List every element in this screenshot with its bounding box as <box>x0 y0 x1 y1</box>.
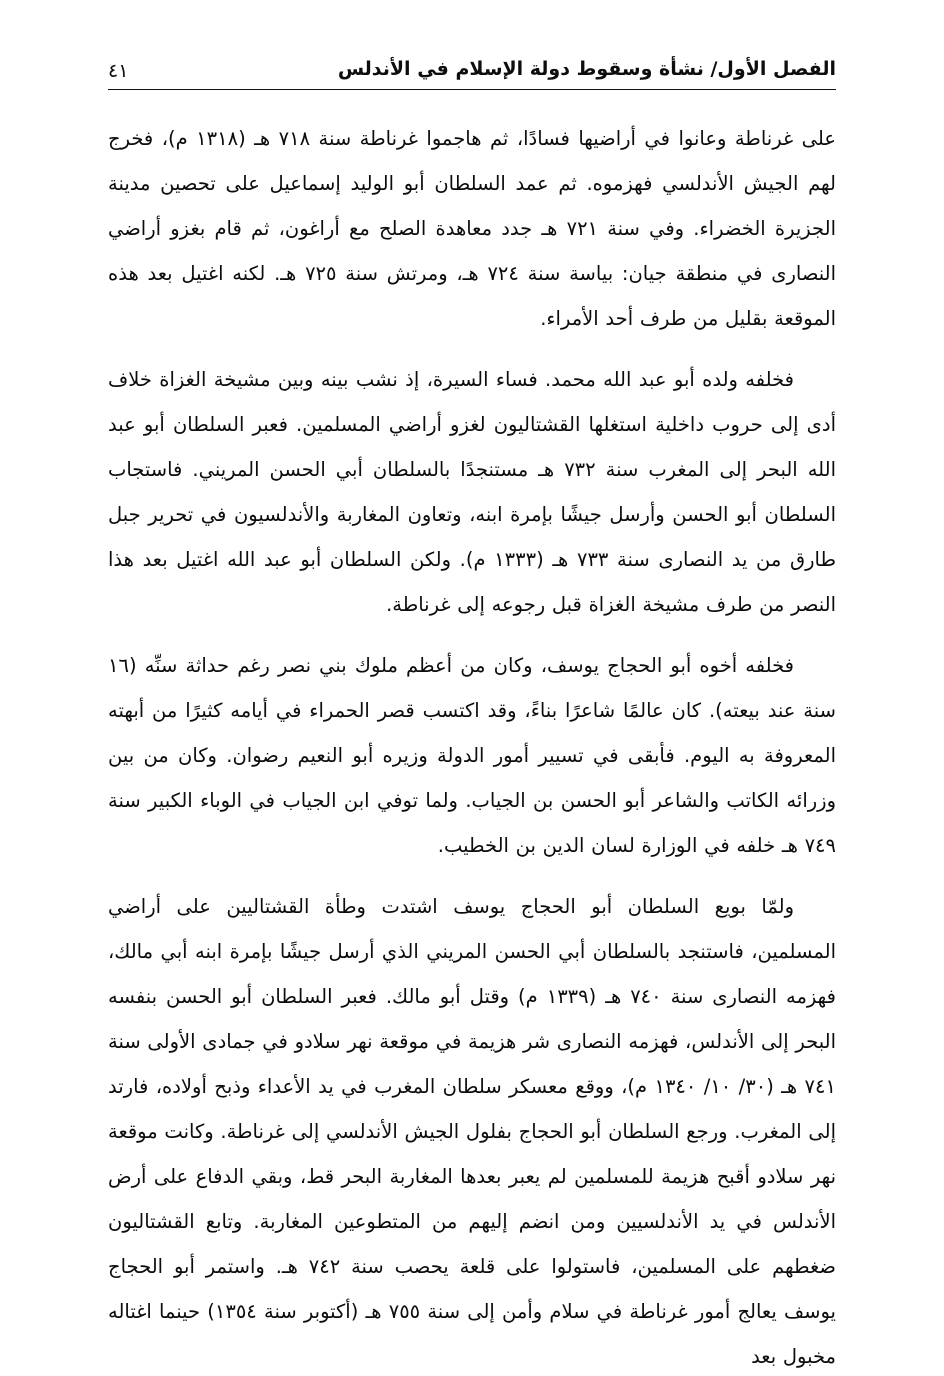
page-content-area <box>108 56 836 1368</box>
paragraph: فخلفه أخوه أبو الحجاج يوسف، وكان من أعظم ملوك بني نصر رغم حداثة سنِّه (١٦ سنة عند بيعته). كان عالمًا شاعرًا بناءً، وقد اكتسب قصر الحمراء في أيامه كثيرًا من أبهته المعروفة به اليوم. فأبقى في تسيير أمور الدولة وزيره أبو النعيم رضوان. وكان من بين وزرائه الكاتب والشاعر أبو الحسن بن الجياب. ولما توفي ابن الجياب في الوباء الكبير سنة ٧٤٩ هـ خلفه في الوزارة لسان الدين بن الخطيب. <box>108 653 836 857</box>
page-number: ٤١ <box>108 59 129 82</box>
running-header <box>108 56 836 90</box>
chapter-title: الفصل الأول/ نشأة وسقوط دولة الإسلام في الأندلس <box>337 58 836 80</box>
paragraph: ولمّا بويع السلطان أبو الحجاج يوسف اشتدت وطأة القشتاليين على أراضي المسلمين، فاستنجد بالسلطان أبي الحسن المريني الذي أرسل جيشًا بإمرة ابنه أبي مالك، فهزمه النصارى سنة ٧٤٠ هـ (١٣٣٩ م) وقتل أبو مالك. فعبر السلطان أبو الحسن بنفسه البحر إلى الأندلس، فهزمه النصارى شر هزيمة في موقعة نهر سلادو في جمادى الأولى سنة ٧٤١ هـ (٣٠/ ١٠/ ١٣٤٠ م)، ووقع معسكر سلطان المغرب في يد الأعداء وذبح أولاده، فارتد إلى المغرب. ورجع السلطان أبو الحجاج بفلول الجيش الأندلسي إلى غرناطة. وكانت موقعة نهر سلادو أقبح هزيمة للمسلمين لم يعبر بعدها المغاربة البحر قط، وبقي الدفاع على أرض الأندلس في يد الأندلسيين ومن انضم إليهم من المتطوعين المغاربة. وتابع القشتاليون ضغطهم على المسلمين، فاستولوا على قلعة يحصب سنة ٧٤٢ هـ. واستمر أبو الحجاج يوسف يعالج أمور غرناطة في سلام وأمن إلى سنة ٧٥٥ هـ (أكتوبر سنة ١٣٥٤) حينما اغتاله مخبول بعد <box>108 894 836 1368</box>
paragraph: فخلفه ولده أبو عبد الله محمد. فساء السيرة، إذ نشب بينه وبين مشيخة الغزاة خلاف أدى إلى حروب داخلية استغلها القشتاليون لغزو أراضي المسلمين. فعبر السلطان أبو عبد الله البحر إلى المغرب سنة ٧٣٢ هـ مستنجدًا بالسلطان أبي الحسن المريني. فاستجاب السلطان أبو الحسن وأرسل جيشًا بإمرة ابنه، وتعاون المغاربة والأندلسيون في تحرير جبل طارق من يد النصارى سنة ٧٣٣ هـ (١٣٣٣ م). ولكن السلطان أبو عبد الله اغتيل بعد هذا النصر من طرف مشيخة الغزاة قبل رجوعه إلى غرناطة. <box>108 367 836 616</box>
body-text <box>108 116 836 1376</box>
paragraph: على غرناطة وعانوا في أراضيها فسادًا، ثم هاجموا غرناطة سنة ٧١٨ هـ (١٣١٨ م)، فخرج لهم الجيش الأندلسي فهزموه. ثم عمد السلطان أبو الوليد إسماعيل على تحصين مدينة الجزيرة الخضراء. وفي سنة ٧٢١ هـ جدد معاهدة الصلح مع أراغون، ثم قام بغزو أراضي النصارى في منطقة جيان: بياسة سنة ٧٢٤ هـ، ومرتش سنة ٧٢٥ هـ. لكنه اغتيل بعد هذه الموقعة بقليل من طرف أحد الأمراء. <box>108 126 836 330</box>
